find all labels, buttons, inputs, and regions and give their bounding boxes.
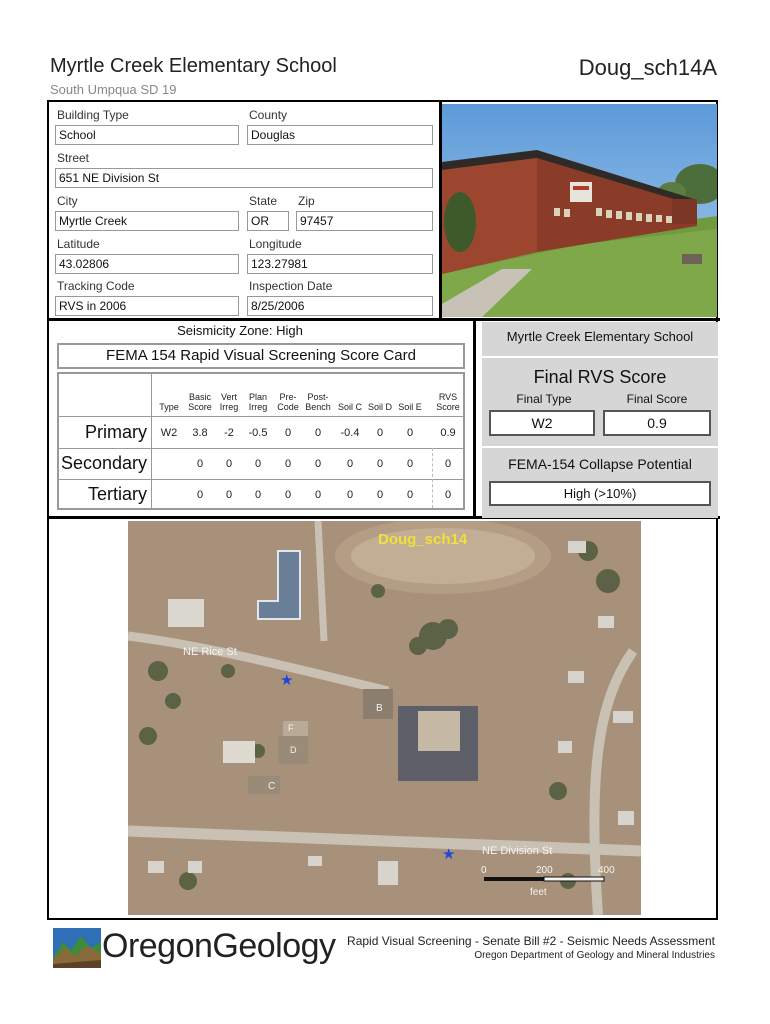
zip-label: Zip: [298, 194, 315, 208]
map-building-b: B: [376, 703, 383, 714]
row-label-primary: Primary: [85, 422, 147, 442]
score-cell: 0: [314, 427, 322, 439]
collapse-potential-value: High (>10%): [489, 481, 711, 506]
header-soil-d: Soil D: [367, 402, 392, 412]
score-cell: 0: [376, 458, 384, 470]
header-rvs-score: RVS Score: [436, 392, 460, 412]
score-cell: 0: [254, 458, 262, 470]
map-building-d: D: [290, 745, 297, 755]
score-cell: 0: [376, 427, 384, 439]
latitude-field: 43.02806: [55, 254, 239, 274]
district-name: South Umpqua SD 19: [50, 82, 177, 97]
oregon-geology-logo-text: OregonGeology: [102, 927, 336, 965]
county-field: Douglas: [247, 125, 433, 145]
map-street-rice: NE Rice St: [183, 646, 237, 658]
row-label-secondary: Secondary: [60, 453, 147, 473]
final-rvs-heading: Final RVS Score: [533, 367, 667, 387]
street-label: Street: [57, 151, 90, 165]
score-cell: 0: [225, 489, 233, 501]
score-cell: 0: [284, 427, 292, 439]
score-cell: -2: [224, 427, 234, 439]
score-cell: 0: [284, 489, 292, 501]
score-cell: W2: [160, 427, 178, 439]
longitude-label: Longitude: [249, 237, 302, 251]
building-photo: [442, 104, 717, 317]
score-cell: 0: [314, 458, 322, 470]
score-cell: 0: [254, 489, 262, 501]
map-building-f: F: [288, 723, 294, 733]
score-cell: 0: [346, 489, 354, 501]
tracking-code-field: RVS in 2006: [55, 296, 239, 316]
score-cell: 0: [284, 458, 292, 470]
final-score-label: Final Score: [626, 392, 688, 406]
divider-score: [473, 319, 476, 517]
score-cell: 0: [314, 489, 322, 501]
footer-agency: Oregon Department of Geology and Mineral Industries: [474, 950, 715, 961]
score-cell: 0: [406, 458, 414, 470]
state-label: State: [249, 194, 278, 208]
panel-school-name: Myrtle Creek Elementary School: [506, 329, 694, 344]
street-field: 651 NE Division St: [55, 168, 433, 188]
site-id: Doug_sch14A: [578, 55, 717, 80]
footer-program: Rapid Visual Screening - Senate Bill #2 - Seismic Needs Assessment: [347, 934, 715, 948]
map-building-c: C: [268, 781, 276, 792]
oregon-geology-logo-icon: [53, 928, 101, 968]
map-street-division: NE Division St: [482, 845, 553, 857]
header-soil-c: Soil C: [337, 402, 362, 412]
header-type: Type: [159, 402, 179, 412]
latitude-label: Latitude: [57, 237, 100, 251]
divider-top: [47, 318, 720, 321]
school-name: Myrtle Creek Elementary School: [50, 55, 337, 77]
score-cell: 0: [376, 489, 384, 501]
inspection-date-field: 8/25/2006: [247, 296, 433, 316]
svg-text:★: ★: [442, 845, 456, 863]
svg-text:★: ★: [280, 671, 294, 689]
rvs-result-panel: [482, 322, 718, 518]
city-label: City: [57, 194, 78, 208]
score-cell: -0.5: [248, 427, 268, 439]
zip-field: 97457: [296, 211, 433, 231]
score-cell: 0: [225, 458, 233, 470]
final-type-label: Final Type: [516, 392, 572, 406]
score-cell: 0: [406, 489, 414, 501]
score-cell: 3.8: [192, 427, 208, 439]
inspection-date-label: Inspection Date: [249, 279, 333, 293]
row-label-tertiary: Tertiary: [87, 484, 147, 504]
longitude-field: 123.27981: [247, 254, 433, 274]
map-scale-200: 200: [536, 865, 553, 876]
score-cell: 0: [444, 458, 452, 470]
scorecard-table: [57, 372, 465, 510]
collapse-potential-heading: FEMA-154 Collapse Potential: [508, 456, 692, 472]
map-site-label: Doug_sch14: [378, 531, 468, 548]
header-basic-score: Basic Score: [188, 392, 212, 412]
score-cell: -0.4: [340, 427, 360, 439]
header-plan-irreg: Plan Irreg: [248, 392, 268, 412]
map-scale-unit: feet: [530, 887, 547, 898]
final-score-value: 0.9: [603, 410, 711, 436]
score-cell: 0: [346, 458, 354, 470]
county-label: County: [249, 108, 288, 122]
score-cell: 0: [444, 489, 452, 501]
map-scale-0: 0: [481, 865, 487, 876]
building-type-label: Building Type: [57, 108, 129, 122]
score-cell: 0: [196, 458, 204, 470]
map-scale-400: 400: [598, 865, 615, 876]
aerial-site-map: [128, 521, 641, 915]
score-cell: 0: [406, 427, 414, 439]
scorecard-title: FEMA 154 Rapid Visual Screening Score Card: [57, 343, 465, 369]
header-pre-code: Pre- Code: [277, 392, 299, 412]
score-cell: 0.9: [440, 427, 456, 439]
header-soil-e: Soil E: [398, 402, 422, 412]
state-field: OR: [247, 211, 289, 231]
city-field: Myrtle Creek: [55, 211, 239, 231]
final-type-value: W2: [489, 410, 595, 436]
building-type-field: School: [55, 125, 239, 145]
header-vert-irreg: Vert Irreg: [219, 392, 239, 412]
score-cell: 0: [196, 489, 204, 501]
header-post-bench: Post- Bench: [305, 392, 331, 412]
tracking-code-label: Tracking Code: [57, 279, 135, 293]
seismicity-zone: Seismicity Zone: High: [177, 323, 303, 338]
